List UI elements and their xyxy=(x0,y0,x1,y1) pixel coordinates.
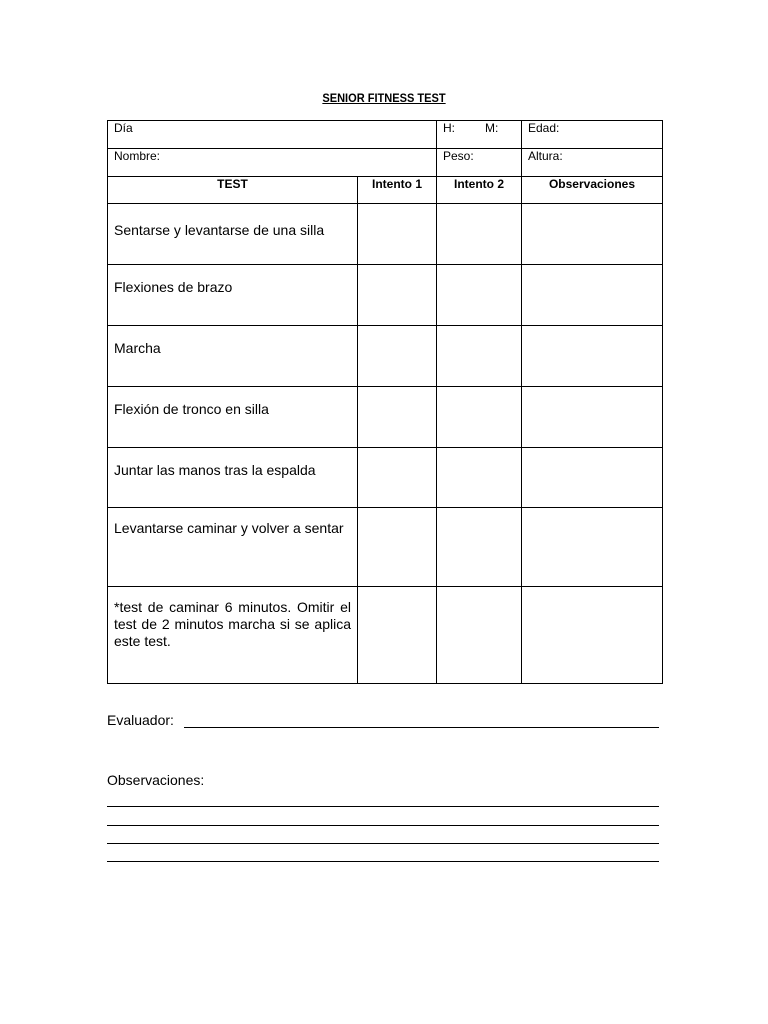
evaluador-line[interactable] xyxy=(184,727,659,728)
table-row xyxy=(108,448,663,508)
col-intento-1: Intento 1 xyxy=(358,177,437,204)
test-name: Marcha xyxy=(108,326,358,387)
observaciones-cell[interactable] xyxy=(522,265,663,326)
observaciones-line[interactable] xyxy=(107,861,659,862)
intento-1-cell[interactable] xyxy=(358,265,437,326)
observaciones-cell[interactable] xyxy=(522,204,663,265)
intento-2-cell[interactable] xyxy=(437,387,522,448)
dia-label: Día xyxy=(114,121,133,135)
table-row xyxy=(108,587,663,684)
intento-2-cell[interactable] xyxy=(437,326,522,387)
test-name: Flexión de tronco en silla xyxy=(108,387,358,448)
intento-2-cell[interactable] xyxy=(437,587,522,684)
test-name: Sentarse y levantarse de una silla xyxy=(108,204,358,265)
intento-2-cell[interactable] xyxy=(437,265,522,326)
intento-2-cell[interactable] xyxy=(437,508,522,587)
observaciones-line[interactable] xyxy=(107,806,659,807)
table-row xyxy=(108,265,663,326)
col-observaciones: Observaciones xyxy=(522,177,663,204)
intento-1-cell[interactable] xyxy=(358,326,437,387)
observaciones-line[interactable] xyxy=(107,825,659,826)
observaciones-cell[interactable] xyxy=(522,387,663,448)
observaciones-cell[interactable] xyxy=(522,508,663,587)
observaciones-label: Observaciones: xyxy=(107,772,205,788)
intento-2-cell[interactable] xyxy=(437,204,522,265)
table-row xyxy=(108,508,663,587)
sex-field[interactable] xyxy=(437,121,522,149)
intento-1-cell[interactable] xyxy=(358,587,437,684)
dia-field[interactable] xyxy=(108,121,437,149)
column-header-row xyxy=(108,177,663,204)
table-row xyxy=(108,204,663,265)
test-name: Levantarse caminar y volver a sentar xyxy=(108,508,358,587)
nombre-field[interactable] xyxy=(108,149,437,177)
m-label: M: xyxy=(485,121,499,135)
intento-1-cell[interactable] xyxy=(358,204,437,265)
observaciones-cell[interactable] xyxy=(522,448,663,508)
table-row xyxy=(108,387,663,448)
edad-label: Edad: xyxy=(528,121,560,135)
intento-2-cell[interactable] xyxy=(437,448,522,508)
altura-label: Altura: xyxy=(528,149,563,163)
col-intento-2: Intento 2 xyxy=(437,177,522,204)
test-name: Flexiones de brazo xyxy=(108,265,358,326)
nombre-label: Nombre: xyxy=(114,149,161,163)
header-row-2 xyxy=(108,149,663,177)
observaciones-line[interactable] xyxy=(107,843,659,844)
test-name: *test de caminar 6 minutos. Omitir el test de 2 minutos marcha si se aplica este test. xyxy=(108,587,358,684)
altura-field[interactable] xyxy=(522,149,663,177)
form-title: SENIOR FITNESS TEST xyxy=(322,91,446,105)
intento-1-cell[interactable] xyxy=(358,448,437,508)
observaciones-cell[interactable] xyxy=(522,326,663,387)
peso-field[interactable] xyxy=(437,149,522,177)
edad-field[interactable] xyxy=(522,121,663,149)
intento-1-cell[interactable] xyxy=(358,508,437,587)
test-name: Juntar las manos tras la espalda xyxy=(108,448,358,508)
table-row xyxy=(108,326,663,387)
observaciones-cell[interactable] xyxy=(522,587,663,684)
fitness-test-table xyxy=(107,120,663,684)
peso-label: Peso: xyxy=(443,149,474,163)
evaluador-label: Evaluador: xyxy=(107,712,174,728)
header-row-1 xyxy=(108,121,663,149)
intento-1-cell[interactable] xyxy=(358,387,437,448)
col-test: TEST xyxy=(108,177,358,204)
h-label: H: xyxy=(443,121,455,135)
